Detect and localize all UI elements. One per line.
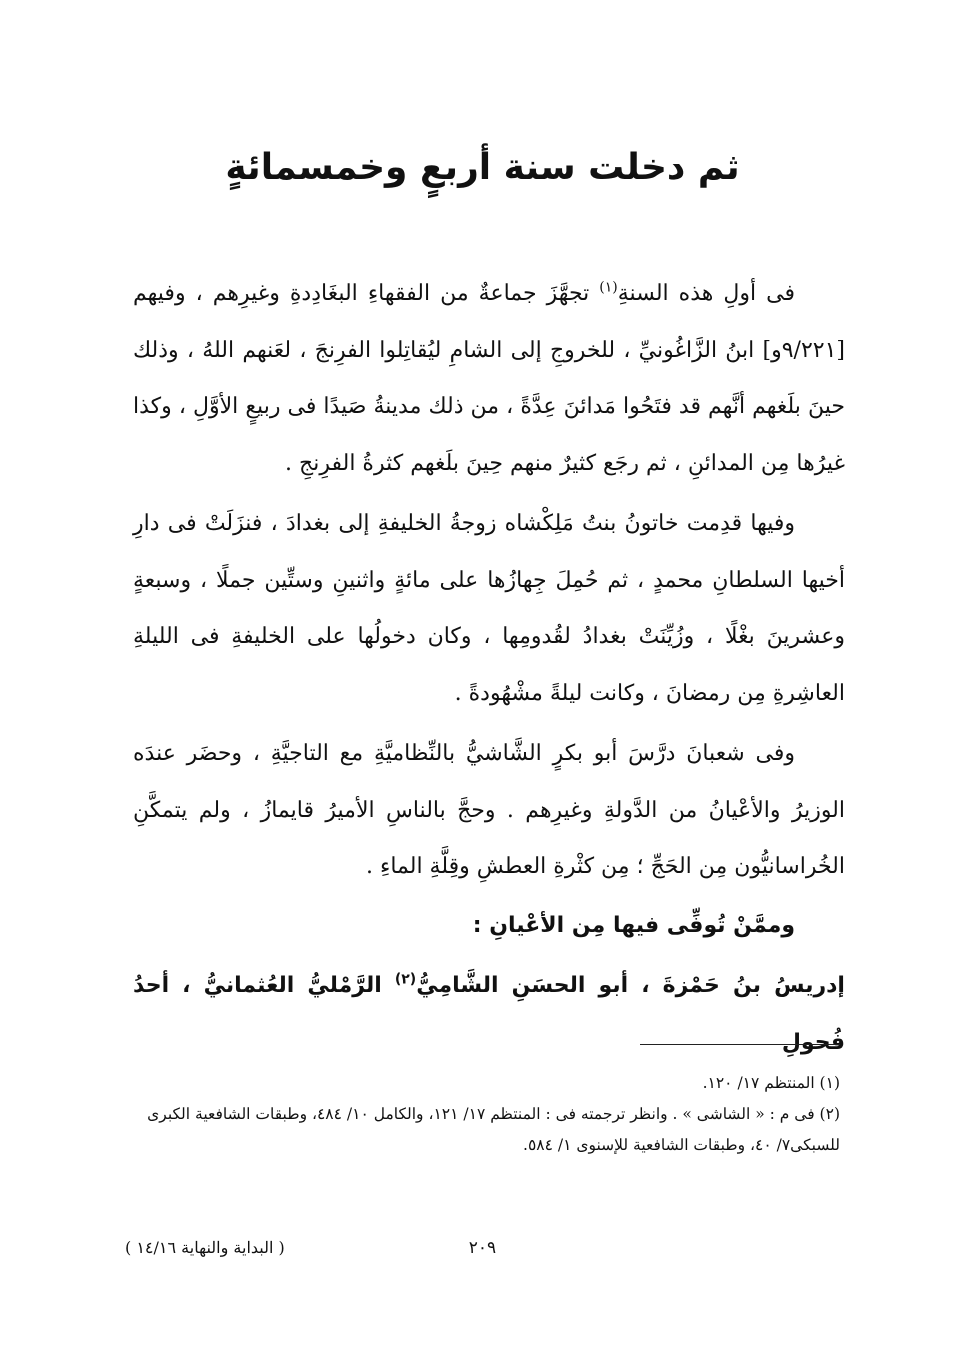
paragraph-text: وفيها قدِمت خاتونُ بنتُ مَلِكْشاه زوجةُ الخليفةِ إلى بغدادَ ، فنزَلَتْ فى دارِ أخيها السلطانِ محمدٍ ، ثم حُمِلَ جِهازُها على مائةٍ واثنينِ وستِّين جملًا ، وسبعةٍ وعشرينَ بغْلًا ، وزُيِّنَتْ بغدادُ لقُدومِها ، وكان دخولُها على الخليفةِ فى الليلةِ العاشِرةِ مِن رمضانَ ، وكانت ليلةً مشْهُودةً . [133,511,845,706]
paragraph-text: تجهَّزَ جماعةٌ من الفقهاءِ البغَادِدةِ وغيرِهم ، وفيهم [٩/٢٢١و] ابنُ الزَّاغُونيِّ ، للخروجِ إلى الشامِ ليُقاتِلوا الفرِنجَ ، لعَنهم اللهُ ، وذلك حينَ بلَغهم أنَّهم قد فتَحُوا مَدائنَ عِدَّةً ، من ذلك مدينةُ صَيدًا فى ربيعٍ الأوَّلِ ، وكذا غيرُها مِن المدائنِ ، ثم رجَع كثيرٌ منهم حِينَ بلَغهم كثرةُ الفرِنجِ . [133,281,845,476]
paragraph [133,266,845,492]
biography-entry [133,958,845,1071]
footnote: (٢) فى م : « الشاشى » . وانظر ترجمته فى : المنتظم ١٧/ ١٢١، والكامل ١٠/ ٤٨٤، وطبقات الشافعية الكبرى للسبكى٧/ ٤٠، وطبقات الشافعية للإسنوى ١/ ٥٨٤. [147,1105,840,1154]
entry-text: الرَّمْليُّ العُثمانيُّ ، أحدُ فُحولِ [133,973,845,1055]
footnote-divider [640,1044,840,1045]
paragraph [133,496,845,722]
footnote: (١) المنتظم ١٧/ ١٢٠. [702,1074,840,1092]
footnotes [125,1068,840,1161]
paragraph [133,726,845,896]
footnote-marker: (٢) [394,971,417,988]
paragraph-text: وفى شعبانَ درَّسَ أبو بكرٍ الشَّاشيُّ بالنِّظاميَّةِ مع التاجيَّةِ ، وحضَر عندَه الوزيرُ والأعْيانُ من الدَّولةِ وغيرِهم . وحجَّ بالناسِ الأميرُ قايمازُ ، ولم يتمكَّنِ الخُراسانيُّون مِن الحَجِّ ؛ مِن كثْرةِ العطشِ وقِلَّةِ الماءِ . [133,741,845,879]
main-text [133,266,845,1071]
footnote-marker: (١) [599,279,618,296]
source-reference: ( البداية والنهاية ١٤/١٦ ) [125,1238,285,1257]
deaths-heading: وممَّنْ تُوفِّى فيها مِن الأعْيانِ : [472,912,795,938]
page-number: ٢٠٩ [468,1238,497,1258]
entry-name: إدريسُ بنُ حَمْزةَ ، أبو الحسَنِ الشَّامِيُّ [416,973,845,998]
chapter-title: ثم دخلت سنة أربعٍ وخمسمائةٍ [225,147,740,188]
paragraph-text: فى أولِ هذه السنةِ [617,281,795,306]
